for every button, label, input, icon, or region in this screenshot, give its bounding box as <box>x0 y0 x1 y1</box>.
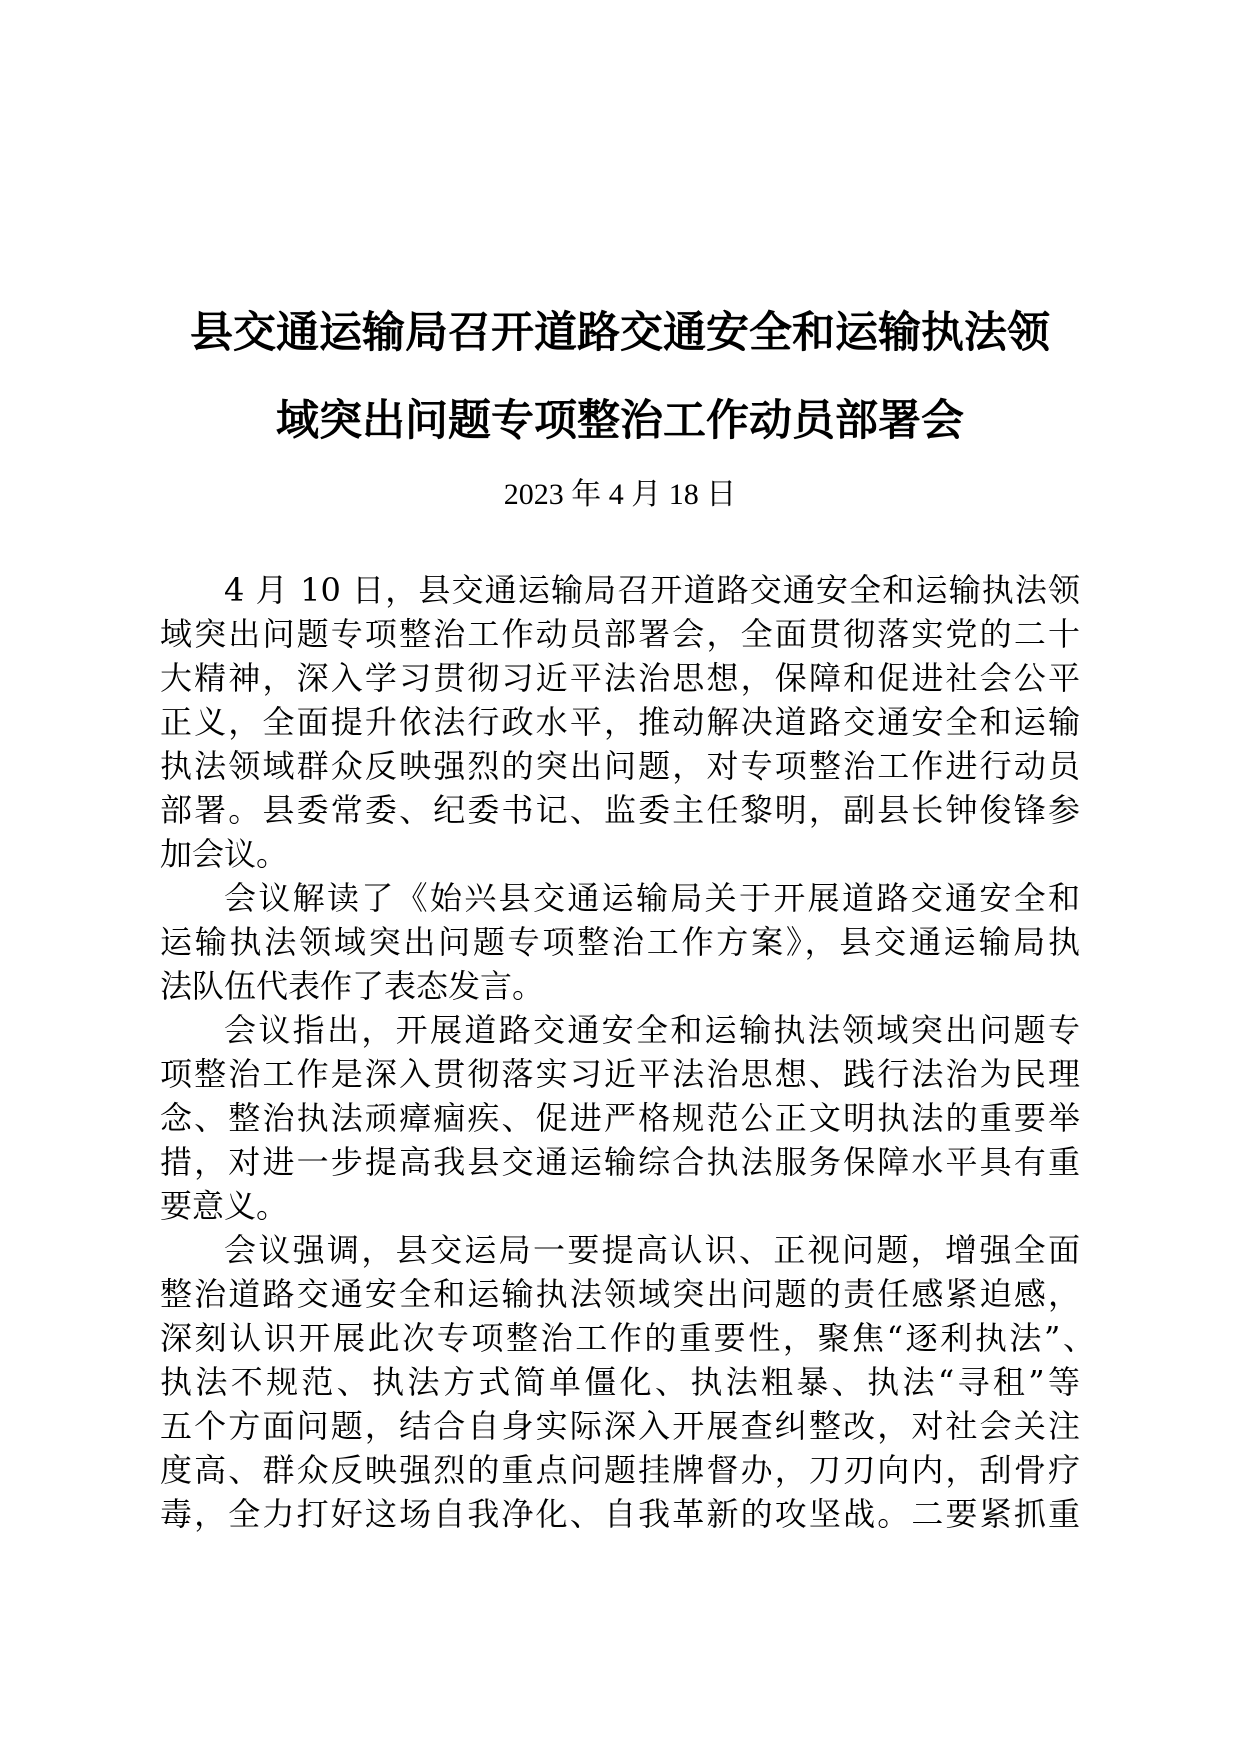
paragraph-3-line: 要意义。 <box>160 1187 289 1225</box>
paragraph-2-line: 法队伍代表作了表态发言。 <box>160 967 545 1005</box>
paragraph-2-line: 会议解读了《始兴县交通运输局关于开展道路交通安全和 <box>224 879 1080 917</box>
paragraph-1-line: 加会议。 <box>160 835 289 873</box>
paragraph-4-line: 度高、群众反映强烈的重点问题挂牌督办，刀刃向内，刮骨疗 <box>160 1451 1080 1489</box>
paragraph-1-line: 大精神，深入学习贯彻习近平法治思想，保障和促进社会公平 <box>160 659 1080 697</box>
paragraph-4-line: 深刻认识开展此次专项整治工作的重要性，聚焦“逐利执法”、 <box>160 1319 1095 1357</box>
paragraph-3-line: 措，对进一步提高我县交通运输综合执法服务保障水平具有重 <box>160 1143 1080 1181</box>
paragraph-4-line: 整治道路交通安全和运输执法领域突出问题的责任感紧迫感， <box>160 1275 1080 1313</box>
paragraph-4-line: 五个方面问题，结合自身实际深入开展查纠整改，对社会关注 <box>160 1407 1080 1445</box>
paragraph-4-line: 执法不规范、执法方式简单僵化、执法粗暴、执法“寻租”等 <box>160 1363 1080 1401</box>
paragraph-3-line: 会议指出，开展道路交通安全和运输执法领域突出问题专 <box>224 1011 1080 1049</box>
document-date: 2023 年 4 月 18 日 <box>503 478 737 511</box>
paragraph-3-line: 念、整治执法顽瘴痼疾、促进严格规范公正文明执法的重要举 <box>160 1099 1080 1137</box>
document-title-line-1: 县交通运输局召开道路交通安全和运输执法领 <box>190 308 1050 358</box>
paragraph-4-line: 会议强调，县交运局一要提高认识、正视问题，增强全面 <box>224 1231 1080 1269</box>
paragraph-4-line: 毒，全力打好这场自我净化、自我革新的攻坚战。二要紧抓重 <box>160 1495 1080 1533</box>
paragraph-3-line: 项整治工作是深入贯彻落实习近平法治思想、践行法治为民理 <box>160 1055 1080 1093</box>
document-title-line-2: 域突出问题专项整治工作动员部署会 <box>276 396 964 446</box>
paragraph-2-line: 运输执法领域突出问题专项整治工作方案》，县交通运输局执 <box>160 923 1080 961</box>
paragraph-1-line: 4 月 10 日，县交通运输局召开道路交通安全和运输执法领 <box>224 571 1080 609</box>
paragraph-1-line: 部署。县委常委、纪委书记、监委主任黎明，副县长钟俊锋参 <box>160 791 1080 829</box>
paragraph-1-line: 域突出问题专项整治工作动员部署会，全面贯彻落实党的二十 <box>160 615 1080 653</box>
paragraph-1-line: 正义，全面提升依法行政水平，推动解决道路交通安全和运输 <box>160 703 1080 741</box>
paragraph-1-line: 执法领域群众反映强烈的突出问题，对专项整治工作进行动员 <box>160 747 1080 785</box>
